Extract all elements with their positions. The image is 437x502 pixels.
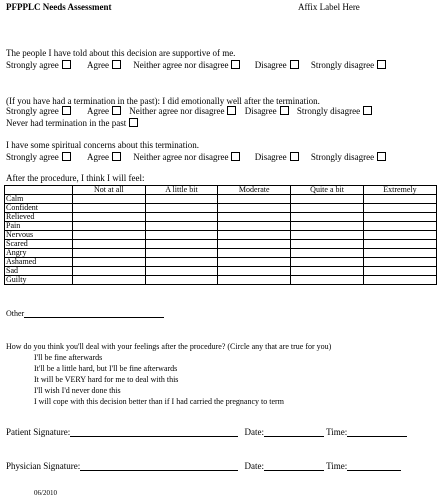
rating-cell[interactable] bbox=[291, 258, 364, 267]
rating-cell[interactable] bbox=[218, 258, 291, 267]
feelings-header-row bbox=[5, 186, 437, 195]
coping-option[interactable]: I'll wish I'd never done this bbox=[34, 386, 121, 395]
q1-checkbox-agree[interactable] bbox=[112, 60, 121, 69]
feelings-row bbox=[5, 204, 437, 213]
feelings-row bbox=[5, 195, 437, 204]
feelings-intro: After the procedure, I think I will feel: bbox=[6, 173, 145, 183]
physician-date-field[interactable] bbox=[264, 461, 324, 471]
rating-cell[interactable] bbox=[363, 240, 436, 249]
q3-option-row bbox=[6, 152, 386, 162]
q1-checkbox-neither[interactable] bbox=[231, 60, 240, 69]
rating-cell[interactable] bbox=[73, 204, 146, 213]
other-feeling-label: Other bbox=[6, 309, 25, 318]
feeling-label: Scared bbox=[5, 240, 73, 249]
q2-checkbox-agree[interactable] bbox=[112, 106, 121, 115]
rating-cell[interactable] bbox=[73, 240, 146, 249]
physician-signature-row bbox=[6, 461, 401, 471]
column-header: Extremely bbox=[363, 186, 436, 195]
rating-cell[interactable] bbox=[218, 204, 291, 213]
rating-cell[interactable] bbox=[73, 267, 146, 276]
rating-cell[interactable] bbox=[145, 213, 218, 222]
physician-signature-label: Physician Signature: bbox=[6, 461, 81, 471]
q1-checkbox-disagree[interactable] bbox=[290, 60, 299, 69]
q2-checkbox-never-had[interactable] bbox=[129, 118, 138, 127]
q1-checkbox-strongly-disagree[interactable] bbox=[377, 60, 386, 69]
patient-date-label: Date: bbox=[244, 427, 264, 437]
rating-cell[interactable] bbox=[363, 276, 436, 285]
rating-cell[interactable] bbox=[218, 267, 291, 276]
rating-cell[interactable] bbox=[218, 231, 291, 240]
q1-option-label: Strongly agree bbox=[6, 60, 59, 70]
revision-date: 06/2010 bbox=[34, 489, 57, 497]
q2-option-label: Disagree bbox=[244, 106, 277, 116]
coping-option[interactable]: It will be VERY hard for me to deal with this bbox=[34, 375, 179, 384]
coping-options bbox=[34, 352, 284, 407]
q3-option-label: Disagree bbox=[254, 152, 287, 162]
rating-cell[interactable] bbox=[73, 231, 146, 240]
q1-option-label: Strongly disagree bbox=[310, 60, 375, 70]
patient-time-label: Time: bbox=[326, 427, 348, 437]
rating-cell[interactable] bbox=[145, 240, 218, 249]
feeling-label: Relieved bbox=[5, 213, 73, 222]
feeling-label: Angry bbox=[5, 249, 73, 258]
column-header: A little bit bbox=[145, 186, 218, 195]
rating-cell[interactable] bbox=[145, 204, 218, 213]
coping-option[interactable]: I will cope with this decision better than if I had carried the pregnancy to term bbox=[34, 397, 284, 406]
rating-cell[interactable] bbox=[291, 213, 364, 222]
rating-cell[interactable] bbox=[73, 258, 146, 267]
q2-option-label: Neither agree nor disagree bbox=[129, 106, 225, 116]
physician-time-label: Time: bbox=[326, 461, 348, 471]
feeling-label: Ashamed bbox=[5, 258, 73, 267]
q3-option-label: Strongly agree bbox=[6, 152, 59, 162]
q2-option-label: Strongly disagree bbox=[296, 106, 361, 116]
patient-time-field[interactable] bbox=[347, 427, 407, 437]
q3-checkbox-agree[interactable] bbox=[112, 152, 121, 161]
rating-cell[interactable] bbox=[291, 195, 364, 204]
feelings-table bbox=[4, 185, 437, 285]
q2-option-row bbox=[6, 106, 372, 116]
feelings-row bbox=[5, 267, 437, 276]
rating-cell[interactable] bbox=[145, 258, 218, 267]
feelings-row bbox=[5, 213, 437, 222]
rating-cell[interactable] bbox=[218, 276, 291, 285]
question-past-termination: (If you have had a termination in the past): I did emotionally well after the termination. bbox=[6, 96, 320, 106]
rating-cell[interactable] bbox=[291, 222, 364, 231]
physician-time-field[interactable] bbox=[347, 461, 401, 471]
feelings-row bbox=[5, 240, 437, 249]
physician-date-label: Date: bbox=[244, 461, 264, 471]
rating-cell[interactable] bbox=[73, 222, 146, 231]
feeling-label: Nervous bbox=[5, 231, 73, 240]
feelings-row bbox=[5, 249, 437, 258]
other-feeling-input[interactable] bbox=[24, 308, 164, 318]
q3-checkbox-strongly-agree[interactable] bbox=[62, 152, 71, 161]
rating-cell[interactable] bbox=[291, 267, 364, 276]
column-header: Not at all bbox=[73, 186, 146, 195]
rating-cell[interactable] bbox=[291, 276, 364, 285]
patient-signature-label: Patient Signature: bbox=[6, 427, 71, 437]
q2-extra-row bbox=[6, 118, 138, 128]
rating-cell[interactable] bbox=[73, 276, 146, 285]
rating-cell[interactable] bbox=[363, 267, 436, 276]
q2-checkbox-strongly-disagree[interactable] bbox=[363, 106, 372, 115]
feelings-row bbox=[5, 231, 437, 240]
q1-option-label: Disagree bbox=[254, 60, 287, 70]
q2-checkbox-strongly-agree[interactable] bbox=[62, 106, 71, 115]
physician-signature-field[interactable] bbox=[80, 461, 238, 471]
patient-date-field[interactable] bbox=[264, 427, 324, 437]
q2-checkbox-neither[interactable] bbox=[227, 106, 236, 115]
rating-cell[interactable] bbox=[363, 258, 436, 267]
rating-cell[interactable] bbox=[218, 213, 291, 222]
column-header: Moderate bbox=[218, 186, 291, 195]
feeling-label: Pain bbox=[5, 222, 73, 231]
q2-option-label: Agree bbox=[86, 106, 109, 116]
rating-cell[interactable] bbox=[218, 195, 291, 204]
rating-cell[interactable] bbox=[145, 276, 218, 285]
rating-cell[interactable] bbox=[291, 249, 364, 258]
rating-cell[interactable] bbox=[363, 213, 436, 222]
rating-cell[interactable] bbox=[218, 240, 291, 249]
q2-option-label: Strongly agree bbox=[6, 106, 59, 116]
q3-option-label: Agree bbox=[86, 152, 109, 162]
rating-cell[interactable] bbox=[218, 249, 291, 258]
question-spiritual: I have some spiritual concerns about this termination. bbox=[6, 140, 199, 150]
rating-cell[interactable] bbox=[145, 195, 218, 204]
rating-cell[interactable] bbox=[218, 222, 291, 231]
affix-label-note: Affix Label Here bbox=[298, 2, 360, 12]
feelings-row bbox=[5, 222, 437, 231]
q3-checkbox-strongly-disagree[interactable] bbox=[377, 152, 386, 161]
q1-option-label: Agree bbox=[86, 60, 109, 70]
rating-cell[interactable] bbox=[145, 267, 218, 276]
feeling-label: Confident bbox=[5, 204, 73, 213]
rating-cell[interactable] bbox=[363, 231, 436, 240]
rating-cell[interactable] bbox=[363, 204, 436, 213]
coping-option[interactable]: I'll be fine afterwards bbox=[34, 353, 103, 362]
q3-option-label: Strongly disagree bbox=[310, 152, 375, 162]
coping-option[interactable]: It'll be a little hard, but I'll be fine afterwards bbox=[34, 364, 178, 373]
coping-question: How do you think you'll deal with your feelings after the procedure? (Circle any that are true for you) bbox=[6, 342, 332, 351]
rating-cell[interactable] bbox=[73, 213, 146, 222]
rating-cell[interactable] bbox=[291, 231, 364, 240]
rating-cell[interactable] bbox=[145, 249, 218, 258]
feeling-label: Guilty bbox=[5, 276, 73, 285]
q2-extra-label: Never had termination in the past bbox=[6, 118, 127, 128]
rating-cell[interactable] bbox=[363, 249, 436, 258]
column-header: Quite a bit bbox=[291, 186, 364, 195]
question-support: The people I have told about this decision are supportive of me. bbox=[6, 48, 236, 58]
rating-cell[interactable] bbox=[363, 195, 436, 204]
rating-cell[interactable] bbox=[291, 240, 364, 249]
feelings-row bbox=[5, 276, 437, 285]
feeling-label: Sad bbox=[5, 267, 73, 276]
rating-cell[interactable] bbox=[73, 195, 146, 204]
patient-signature-field[interactable] bbox=[70, 427, 238, 437]
q3-option-label: Neither agree nor disagree bbox=[133, 152, 229, 162]
rating-cell[interactable] bbox=[73, 249, 146, 258]
rating-cell[interactable] bbox=[145, 222, 218, 231]
feelings-row bbox=[5, 258, 437, 267]
q1-checkbox-strongly-agree[interactable] bbox=[62, 60, 71, 69]
patient-signature-row bbox=[6, 427, 407, 437]
q3-checkbox-disagree[interactable] bbox=[290, 152, 299, 161]
q3-checkbox-neither[interactable] bbox=[231, 152, 240, 161]
q2-checkbox-disagree[interactable] bbox=[280, 106, 289, 115]
rating-cell[interactable] bbox=[145, 231, 218, 240]
rating-cell[interactable] bbox=[291, 204, 364, 213]
q1-option-label: Neither agree nor disagree bbox=[133, 60, 229, 70]
feeling-label: Calm bbox=[5, 195, 73, 204]
rating-cell[interactable] bbox=[363, 222, 436, 231]
q1-option-row bbox=[6, 60, 386, 70]
other-feeling-row bbox=[6, 308, 164, 318]
form-title: PFPPLC Needs Assessment bbox=[6, 2, 112, 12]
